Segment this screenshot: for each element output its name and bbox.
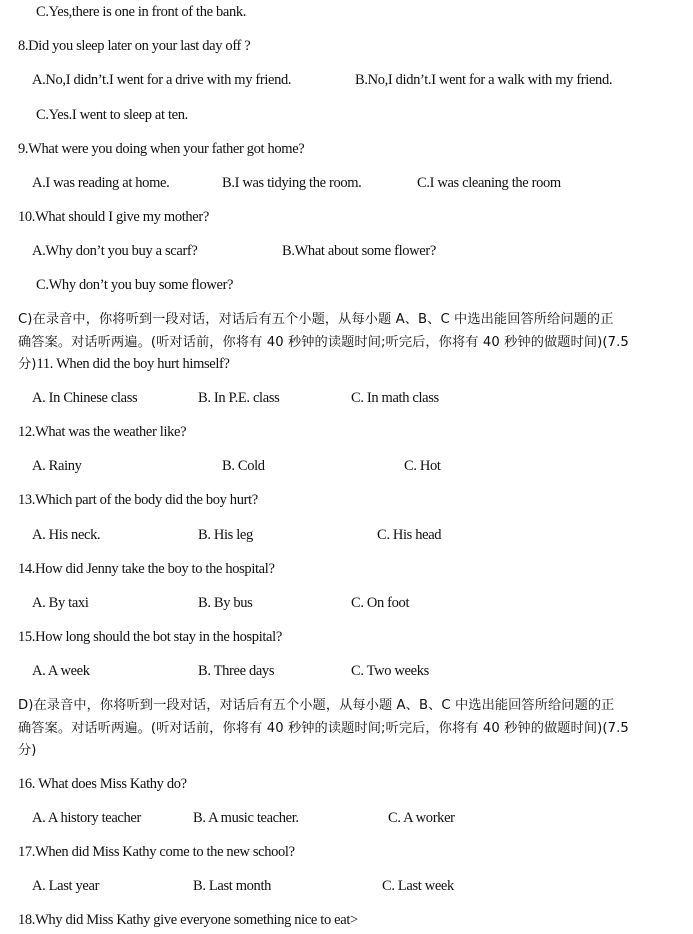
option-15a: A. A week — [32, 663, 90, 679]
section-c-instructions-line2: 确答案。对话听两遍。(听对话前，你将有 40 秒钟的读题时间;听完后，你将有 40 秒钟的做题时间)(7.5 — [18, 335, 629, 350]
option-10c: C.Why don’t you buy some flower? — [36, 277, 234, 293]
option-16b: B. A music teacher. — [193, 810, 299, 826]
option-10b: B.What about some flower? — [282, 243, 436, 259]
question-13: 13.Which part of the body did the boy hurt? — [18, 492, 258, 508]
section-d-instructions-line1: D)在录音中，你将听到一段对话，对话后有五个小题，从每小题 A、B、C 中选出能回答所给问题的正 — [18, 698, 615, 713]
option-15c: C. Two weeks — [351, 663, 429, 679]
option-13c: C. His head — [377, 527, 442, 543]
question-18: 18.Why did Miss Kathy give everyone something nice to eat> — [18, 912, 358, 928]
question-17: 17.When did Miss Kathy come to the new school? — [18, 844, 295, 860]
option-12c: C. Hot — [404, 458, 441, 474]
question-12: 12.What was the weather like? — [18, 424, 187, 440]
option-13b: B. His leg — [198, 527, 253, 543]
option-8a: A.No,I didn’t.I went for a drive with my friend. — [32, 72, 292, 88]
option-9b: B.I was tidying the room. — [222, 175, 362, 191]
option-11b: B. In P.E. class — [198, 390, 280, 406]
option-17b: B. Last month — [193, 878, 272, 894]
option-11c: C. In math class — [351, 390, 439, 406]
option-9c: C.I was cleaning the room — [417, 175, 561, 191]
option-12b: B. Cold — [222, 458, 265, 474]
option-8c: C.Yes.I went to sleep at ten. — [36, 107, 188, 123]
question-10: 10.What should I give my mother? — [18, 209, 209, 225]
option-11a: A. In Chinese class — [32, 390, 138, 406]
question-11: 11. When did the boy hurt himself? — [36, 356, 230, 372]
option-16a: A. A history teacher — [32, 810, 141, 826]
section-d-instructions-line2: 确答案。对话听两遍。(听对话前，你将有 40 秒钟的读题时间;听完后，你将有 40 秒钟的做题时间)(7.5 — [18, 721, 629, 736]
section-c-instructions-line1: C)在录音中，你将听到一段对话，对话后有五个小题，从每小题 A、B、C 中选出能回答所给问题的正 — [18, 312, 614, 327]
option-9a: A.I was reading at home. — [32, 175, 170, 191]
option-7c: C.Yes,there is one in front of the bank. — [36, 4, 247, 20]
section-d-instructions-line3: 分) — [18, 743, 37, 758]
question-8: 8.Did you sleep later on your last day off ? — [18, 38, 251, 54]
option-17a: A. Last year — [32, 878, 100, 894]
option-15b: B. Three days — [198, 663, 275, 679]
option-16c: C. A worker — [388, 810, 455, 826]
question-15: 15.How long should the bot stay in the hospital? — [18, 629, 282, 645]
option-13a: A. His neck. — [32, 527, 101, 543]
question-16: 16. What does Miss Kathy do? — [18, 776, 187, 792]
option-12a: A. Rainy — [32, 458, 82, 474]
option-8b: B.No,I didn’t.I went for a walk with my friend. — [355, 72, 613, 88]
option-14b: B. By bus — [198, 595, 253, 611]
option-14c: C. On foot — [351, 595, 410, 611]
question-9: 9.What were you doing when your father got home? — [18, 141, 305, 157]
section-c-instructions-line3: 分) — [18, 357, 37, 372]
option-17c: C. Last week — [382, 878, 454, 894]
option-10a: A.Why don’t you buy a scarf? — [32, 243, 198, 259]
question-14: 14.How did Jenny take the boy to the hospital? — [18, 561, 275, 577]
option-14a: A. By taxi — [32, 595, 89, 611]
